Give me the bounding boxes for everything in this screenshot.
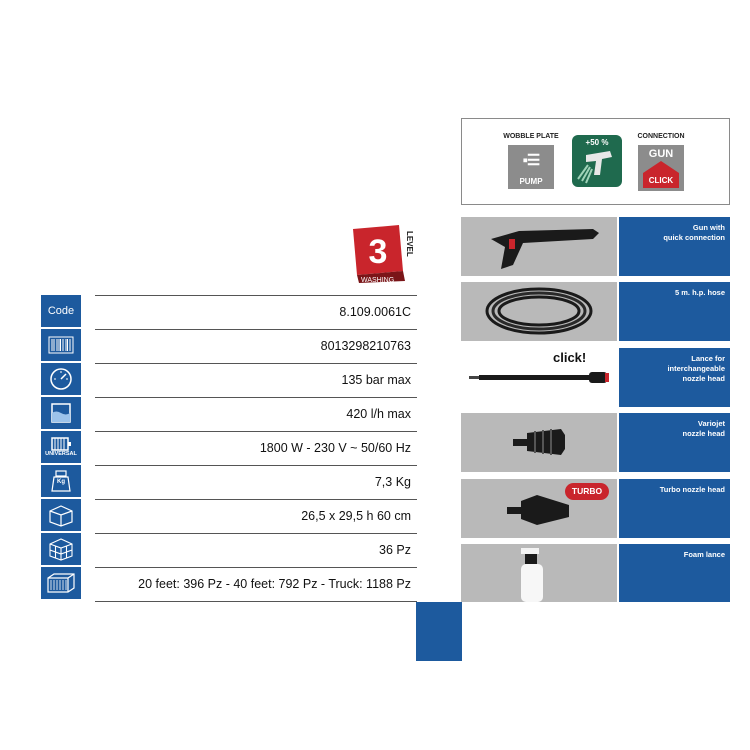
foam-lance-image-icon: [461, 544, 617, 602]
connection-caption: CONNECTION: [637, 133, 685, 140]
accessory-label-line: nozzle head: [682, 429, 725, 438]
spec-value: 8.109.0061C: [339, 305, 411, 319]
accessory-label-line: nozzle head: [682, 374, 725, 383]
variojet-photo: [461, 413, 617, 472]
gun-connection-feature: [630, 133, 692, 195]
spec-value: 36 Pz: [379, 543, 411, 557]
weight-icon: [41, 465, 81, 497]
accessory-label: [619, 217, 730, 276]
feature-icons-box: [461, 118, 730, 205]
pressure-gauge-icon: [41, 363, 81, 395]
gun-label: GUN: [648, 148, 674, 160]
spec-row-weight: [95, 465, 417, 499]
barcode-graphic: [48, 335, 74, 355]
spray-gun-image-icon: [461, 217, 617, 276]
lance-image-icon: [461, 348, 617, 407]
wobble-plate-caption: WOBBLE PLATE: [503, 133, 559, 140]
kg-label: Kg: [57, 479, 65, 485]
lance-photo: [461, 348, 617, 407]
spec-value: 26,5 x 29,5 h 60 cm: [301, 509, 411, 523]
accessory-label-line: interchangeable: [667, 364, 725, 373]
gun-photo: [461, 217, 617, 276]
blue-corner-tab: [416, 602, 462, 661]
spec-row-pallet: [95, 533, 417, 567]
plus-50-feature: [568, 133, 626, 195]
spec-value: 135 bar max: [341, 373, 411, 387]
accessory-label: [619, 544, 730, 602]
badge-number: 3: [368, 233, 388, 271]
spec-icon-column: [41, 295, 81, 601]
spec-value: 7,3 Kg: [374, 475, 411, 489]
spec-value: 8013298210763: [320, 339, 411, 353]
spec-row-power: [95, 431, 417, 465]
turbo-photo: [461, 479, 617, 538]
container-graphic: [46, 572, 76, 594]
spec-row-flow: [95, 397, 417, 431]
spec-row-pressure: [95, 363, 417, 397]
pallet-graphic: [47, 537, 75, 561]
water-tank-icon: [41, 397, 81, 429]
spec-row-dimensions: [95, 499, 417, 533]
spec-value: 1800 W - 230 V ~ 50/60 Hz: [259, 441, 411, 455]
accessory-label-line: Foam lance: [683, 550, 725, 559]
pump-icon: [508, 145, 554, 189]
spec-value: 20 feet: 396 Pz - 40 feet: 792 Pz - Truck: 1188 Pz: [138, 577, 411, 591]
gauge-graphic: [49, 367, 73, 391]
accessory-label: [619, 413, 730, 472]
badge-washing-text: WASHING: [361, 277, 395, 284]
spec-value: 420 l/h max: [346, 407, 411, 421]
accessory-label-line: Turbo nozzle head: [659, 485, 725, 494]
container-icon: [41, 567, 81, 599]
hose-image-icon: [461, 282, 617, 341]
variojet-nozzle-image-icon: [461, 413, 617, 472]
accessory-turbo: [461, 479, 730, 538]
accessory-label-line: 5 m. h.p. hose: [674, 288, 725, 297]
pallet-icon: [41, 533, 81, 565]
three-level-washing-badge: [349, 221, 415, 287]
up-arrow-icon: [643, 161, 679, 173]
accessories-panel: [461, 217, 730, 602]
badge-level-text: LEVEL: [405, 231, 414, 257]
click-label: CLICK: [643, 173, 679, 188]
accessory-lance: [461, 348, 730, 407]
hose-photo: [461, 282, 617, 341]
barcode-icon: [41, 329, 81, 361]
accessory-label-line: Gun with: [692, 223, 725, 232]
accessory-label-line: quick connection: [663, 233, 725, 242]
universal-label: UNIVERSAL: [45, 451, 77, 457]
tank-graphic: [50, 402, 72, 424]
accessory-hose: [461, 282, 730, 341]
accessory-label: [619, 282, 730, 341]
wobble-plate-pump-feature: [502, 133, 560, 195]
pump-label: PUMP: [519, 177, 543, 186]
gun-click-icon: [638, 145, 684, 191]
spec-row-ean: [95, 329, 417, 363]
spray-gun-icon: [572, 135, 622, 187]
code-label: Code: [47, 305, 75, 317]
motor-graphic: [50, 437, 72, 451]
spec-row-code: [95, 295, 417, 329]
spray-gun-boost-icon: [572, 135, 622, 187]
plus-50-label: +50 %: [585, 138, 609, 147]
accessory-foam-lance: [461, 544, 730, 602]
code-icon: [41, 295, 81, 327]
accessory-label-line: Variojet: [697, 419, 725, 428]
wobble-plate-symbol-icon: ▪☰: [522, 152, 540, 169]
box-dimensions-icon: [41, 499, 81, 531]
accessory-label: [619, 479, 730, 538]
click-overlay: click!: [553, 350, 587, 365]
accessory-label: [619, 348, 730, 407]
spec-row-container: [95, 567, 417, 602]
accessory-variojet: [461, 413, 730, 472]
accessory-label-line: Lance for: [691, 354, 725, 363]
foam-lance-photo: [461, 544, 617, 602]
universal-motor-icon: [41, 431, 81, 463]
accessory-gun: [461, 217, 730, 276]
turbo-badge: TURBO: [565, 483, 609, 500]
box-graphic: [47, 503, 75, 527]
spec-table: [95, 295, 417, 602]
